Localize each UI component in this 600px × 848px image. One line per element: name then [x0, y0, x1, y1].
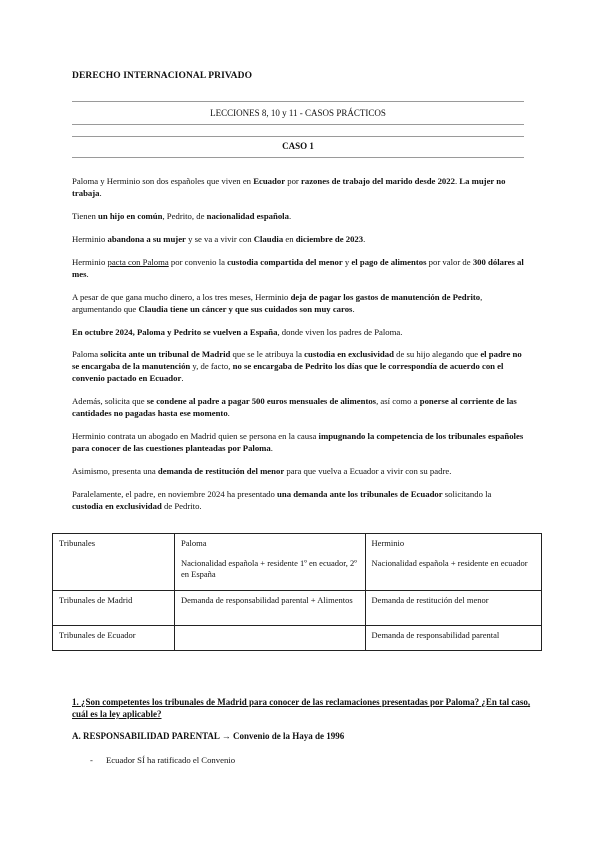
- bullet-dash: -: [90, 755, 93, 765]
- list-item-text: Ecuador SÍ ha ratificado el Convenio: [106, 755, 236, 765]
- paragraph-6: En octubre 2024, Paloma y Pedrito se vuelven a España, donde viven los padres de Paloma.: [72, 327, 403, 337]
- table-cell: Demanda de responsabilidad parental: [365, 626, 541, 651]
- table-cell: Demanda de responsabilidad parental + Alimentos: [174, 591, 365, 626]
- list-item: [90, 755, 235, 765]
- divider: [72, 157, 524, 158]
- case-heading: CASO 1: [282, 141, 314, 151]
- table-cell: Paloma Nacionalidad española + residente 1º en ecuador, 2º en España: [174, 534, 365, 591]
- paragraph-7: Paloma solicita ante un tribunal de Madrid que se le atribuya la custodia en exclusividad de su hijo alegando que el padre no se encargaba de la manutención y, de facto, no se encargaba de Pedrito los días que le correspondía de acuerdo con el convenio pactado en Ecuador.: [72, 349, 522, 383]
- table-row: [53, 591, 542, 626]
- table-cell: Tribunales de Madrid: [53, 591, 175, 626]
- lessons-heading: LECCIONES 8, 10 y 11 - CASOS PRÁCTICOS: [210, 108, 386, 118]
- paragraph-1: Paloma y Herminio son dos españoles que viven en Ecuador por razones de trabajo del marido desde 2022. La mujer no trabaja.: [72, 176, 506, 198]
- divider: [72, 124, 524, 125]
- paragraph-11: Paralelamente, el padre, en noviembre 2024 ha presentado una demanda ante los tribunales de Ecuador solicitando la custodia en exclusividad de Pedrito.: [72, 489, 492, 511]
- question-1: 1. ¿Son competentes los tribunales de Madrid para conocer de las reclamaciones presentadas por Paloma? ¿En tal caso, cuál es la ley aplicable?: [72, 697, 531, 719]
- section-a-heading: A. RESPONSABILIDAD PARENTAL → Convenio de la Haya de 1996: [72, 731, 345, 741]
- table-header-row: [53, 534, 542, 591]
- paragraph-10: Asimismo, presenta una demanda de restitución del menor para que vuelva a Ecuador a vivir con su padre.: [72, 466, 452, 476]
- paragraph-9: Herminio contrata un abogado en Madrid quien se persona en la causa impugnando la competencia de los tribunales españoles para conocer de las cuestiones planteadas por Paloma.: [72, 431, 524, 453]
- divider: [72, 101, 524, 102]
- paragraph-3: Herminio abandona a su mujer y se va a vivir con Claudia en diciembre de 2023.: [72, 234, 366, 244]
- paragraph-2: Tienen un hijo en común, Pedrito, de nacionalidad española.: [72, 211, 292, 221]
- table-cell: Tribunales de Ecuador: [53, 626, 175, 651]
- table-cell: Tribunales: [53, 534, 175, 591]
- arrow-right-icon: →: [221, 731, 231, 741]
- table-cell: Herminio Nacionalidad española + residente en ecuador: [365, 534, 541, 591]
- document-title: DERECHO INTERNACIONAL PRIVADO: [72, 71, 253, 81]
- paragraph-8: Además, solicita que se condene al padre a pagar 500 euros mensuales de alimentos, así como a ponerse al corriente de las cantidades no pagadas hasta ese momento.: [72, 396, 517, 418]
- paragraph-5: A pesar de que gana mucho dinero, a los tres meses, Herminio deja de pagar los gastos de manutención de Pedrito, argumentando que Claudia tiene un cáncer y que sus cuidados son muy caros.: [72, 292, 483, 314]
- tribunals-table: [52, 533, 542, 651]
- table-cell: Demanda de restitución del menor: [365, 591, 541, 626]
- paragraph-4: Herminio pacta con Paloma por convenio la custodia compartida del menor y el pago de alimentos por valor de 300 dólares al mes.: [72, 257, 524, 279]
- table-cell: [174, 626, 365, 651]
- table-row: [53, 626, 542, 651]
- divider: [72, 136, 524, 137]
